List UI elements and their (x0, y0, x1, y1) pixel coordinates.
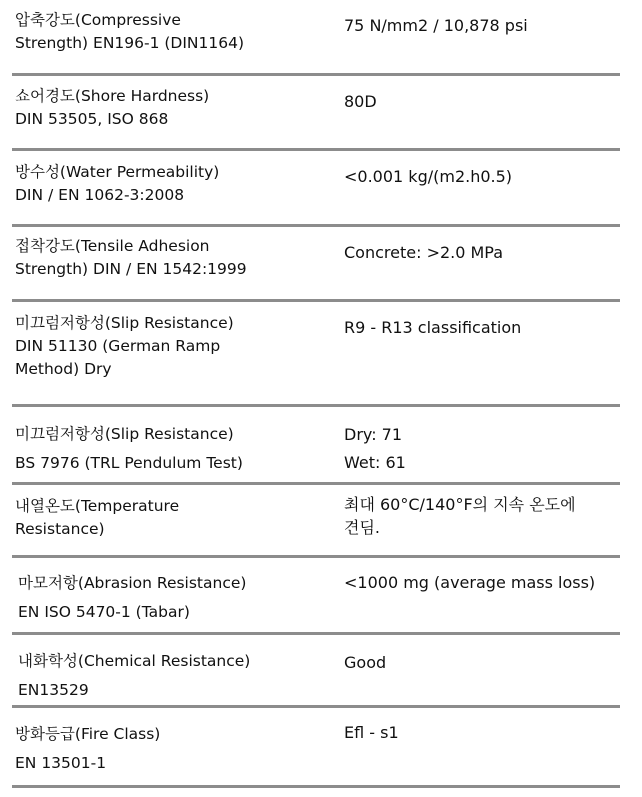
spec-label-line: Method) Dry (15, 360, 112, 378)
spec-label (18, 569, 338, 627)
spec-label (15, 420, 335, 478)
spec-row-slip-resistance-din (0, 302, 642, 406)
spec-label-line: EN 13501-1 (15, 754, 107, 772)
spec-value-line: Concrete: >2.0 MPa (344, 243, 504, 262)
spec-label-line: 내열온도(Temperature (15, 497, 180, 515)
spec-label-line: Strength) DIN / EN 1542:1999 (15, 260, 247, 278)
spec-value (344, 165, 636, 188)
spec-value-line: Efl - s1 (344, 723, 399, 742)
spec-label (15, 85, 335, 131)
spec-row-temperature-resistance (0, 485, 642, 557)
spec-label-line: 쇼어경도(Shore Hardness) (15, 87, 210, 105)
spec-value (344, 721, 636, 744)
spec-value-line: <1000 mg (average mass loss) (344, 573, 596, 592)
spec-value (344, 14, 636, 37)
spec-label-line: 방수성(Water Permeability) (15, 163, 220, 181)
spec-label-line: DIN / EN 1062-3:2008 (15, 186, 185, 204)
spec-label-line: 내화학성(Chemical Resistance) (18, 652, 251, 670)
spec-label-line: 미끄럼저항성(Slip Resistance) (15, 425, 234, 443)
spec-value-line: 75 N/mm2 / 10,878 psi (344, 16, 528, 35)
spec-value-line: Dry: 71 (344, 425, 403, 444)
spec-value (344, 316, 636, 339)
spec-label-line: EN13529 (18, 681, 89, 699)
spec-label-line: Strength) EN196-1 (DIN1164) (15, 34, 245, 52)
spec-row-slip-resistance-bs (0, 407, 642, 484)
spec-row-tensile-adhesion (0, 227, 642, 301)
spec-label-line: 방화등급(Fire Class) (15, 725, 161, 743)
spec-value-line: 견딤. (344, 518, 380, 537)
spec-value-line: 80D (344, 92, 377, 111)
spec-value-line: R9 - R13 classification (344, 318, 522, 337)
spec-value-line: Good (344, 653, 387, 672)
spec-value (344, 651, 636, 674)
spec-label (15, 720, 335, 778)
spec-label-line: EN ISO 5470-1 (Tabar) (18, 603, 190, 621)
spec-label (15, 495, 335, 541)
spec-label (15, 161, 335, 207)
spec-label-line: DIN 51130 (German Ramp (15, 337, 221, 355)
spec-value (344, 571, 636, 594)
spec-label-line: 마모저항(Abrasion Resistance) (18, 574, 247, 592)
spec-value (344, 493, 636, 539)
spec-value (344, 421, 636, 477)
spec-label (15, 9, 335, 55)
spec-value (344, 90, 636, 113)
spec-value-line: Wet: 61 (344, 453, 406, 472)
spec-label-line: 접착강도(Tensile Adhesion (15, 237, 210, 255)
spec-label-line: 압축강도(Compressive (15, 11, 181, 29)
spec-label-line: DIN 53505, ISO 868 (15, 110, 169, 128)
spec-label (18, 647, 338, 705)
row-divider (12, 785, 620, 788)
spec-row-abrasion-resistance (0, 558, 642, 634)
spec-value-line: <0.001 kg/(m2.h0.5) (344, 167, 513, 186)
spec-row-water-permeability (0, 151, 642, 226)
spec-label (15, 312, 335, 381)
spec-value (344, 241, 636, 264)
spec-label-line: BS 7976 (TRL Pendulum Test) (15, 454, 243, 472)
spec-row-fire-class (0, 708, 642, 788)
spec-label-line: Resistance) (15, 520, 105, 538)
spec-row-compressive-strength (0, 0, 642, 75)
spec-label-line: 미끄럼저항성(Slip Resistance) (15, 314, 234, 332)
spec-row-shore-hardness (0, 76, 642, 150)
spec-value-line: 최대 60°C/140°F의 지속 온도에 (344, 495, 576, 514)
spec-label (15, 235, 335, 281)
spec-row-chemical-resistance (0, 635, 642, 707)
